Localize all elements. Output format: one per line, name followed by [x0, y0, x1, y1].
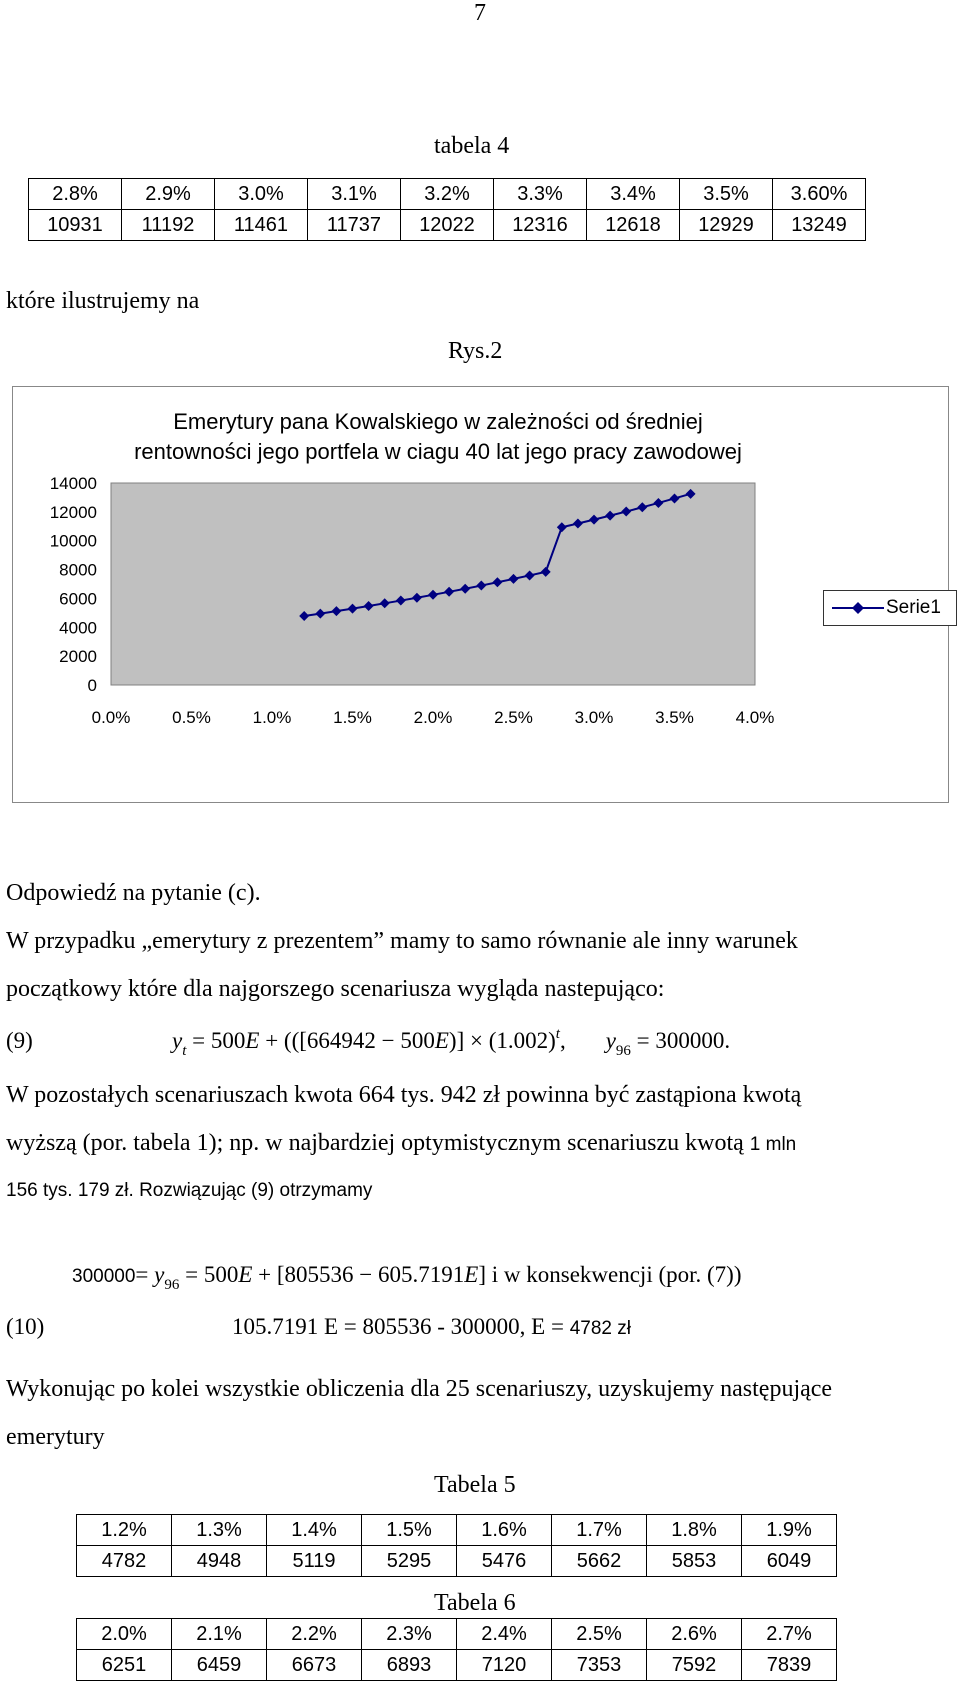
paragraph2-line2-amount: 1 mln	[749, 1134, 797, 1155]
eq-symbol: E	[245, 1028, 260, 1053]
paragraph2-line2-text: wyższą (por. tabela 1); np. w najbardziej optymistycznym scenariuszu kwotą	[6, 1130, 744, 1156]
table-cell: 2.4%	[457, 1619, 552, 1650]
table-cell: 5295	[362, 1546, 457, 1577]
table-cell: 2.3%	[362, 1619, 457, 1650]
chart-title-line2: rentowności jego portfela w ciagu 40 lat jego pracy zawodowej	[134, 439, 742, 464]
table-cell: 3.1%	[308, 179, 401, 210]
x-tick-label: 3.0%	[574, 708, 614, 727]
equation-10-line1	[72, 1262, 742, 1293]
x-tick-label: 2.5%	[494, 708, 533, 727]
chart-container	[12, 386, 949, 803]
tabela6-rates-row	[77, 1619, 837, 1650]
tabela4-rates-row	[29, 179, 866, 210]
tabela5	[76, 1514, 837, 1577]
eq-part: i w konsekwencji (por. (7))	[486, 1262, 742, 1287]
x-tick-label: 1.5%	[333, 708, 372, 727]
tabela6-values-row	[77, 1650, 837, 1681]
table-cell: 3.2%	[401, 179, 494, 210]
table-cell: 2.9%	[122, 179, 215, 210]
table-cell: 12316	[494, 210, 587, 241]
table-cell: 7839	[742, 1650, 837, 1681]
tabela6-caption: Tabela 6	[434, 1590, 516, 1616]
table-cell: 13249	[773, 210, 866, 241]
table-cell: 5476	[457, 1546, 552, 1577]
table-cell: 3.3%	[494, 179, 587, 210]
equation-10-number: (10)	[6, 1314, 45, 1339]
eq-part: = 500	[179, 1262, 239, 1287]
table-cell: 6673	[267, 1650, 362, 1681]
eq-part: = 500	[186, 1028, 246, 1053]
y-tick-label: 0	[87, 676, 97, 695]
table-cell: 7592	[647, 1650, 742, 1681]
table-cell: 2.2%	[267, 1619, 362, 1650]
tabela5-caption: Tabela 5	[434, 1472, 516, 1498]
table-cell: 2.5%	[552, 1619, 647, 1650]
table-cell: 11737	[308, 210, 401, 241]
legend-marker-icon	[828, 591, 888, 625]
table-cell: 1.2%	[77, 1515, 172, 1546]
chart-legend	[823, 590, 957, 626]
table-cell: 3.0%	[215, 179, 308, 210]
eq-symbol: E	[434, 1028, 449, 1053]
eq-subscript: 96	[164, 1277, 180, 1293]
table-cell: 5853	[647, 1546, 742, 1577]
table-cell: 6459	[172, 1650, 267, 1681]
equation-9	[172, 1026, 731, 1059]
eq-symbol: E	[238, 1262, 253, 1287]
eq-symbol: y	[605, 1028, 616, 1053]
table-cell: 12929	[680, 210, 773, 241]
eq-part: =	[135, 1262, 155, 1287]
equation-10-line2	[232, 1314, 631, 1340]
eq-symbol: y	[172, 1028, 183, 1053]
eq-symbol: E	[464, 1262, 479, 1287]
chart-plot	[13, 387, 813, 802]
table-cell: 2.8%	[29, 179, 122, 210]
tabela6	[76, 1618, 837, 1681]
paragraph2-line1: W pozostałych scenariuszach kwota 664 tys. 942 zł powinna być zastąpiona kwotą	[6, 1082, 802, 1108]
x-tick-label: 2.0%	[413, 708, 453, 727]
table-cell: 12618	[587, 210, 680, 241]
table-cell: 6049	[742, 1546, 837, 1577]
page-number: 7	[474, 0, 486, 26]
plot-area	[111, 483, 755, 685]
y-tick-label: 10000	[49, 531, 97, 551]
table-cell: 11461	[215, 210, 308, 241]
x-tick-label: 0.5%	[172, 708, 211, 727]
eq-part: 300000	[72, 1266, 136, 1287]
eq-subscript: t	[182, 1043, 187, 1059]
eq-part: = 300000.	[630, 1028, 731, 1053]
table-cell: 1.7%	[552, 1515, 647, 1546]
eq-part: )] × (1.002)	[448, 1028, 556, 1053]
table-cell: 1.8%	[647, 1515, 742, 1546]
tabela4-values-row	[29, 210, 866, 241]
y-tick-label: 12000	[49, 502, 97, 522]
table-cell: 10931	[29, 210, 122, 241]
tabela5-values-row	[77, 1546, 837, 1577]
eq-part: 105.7191 E = 805536 - 300000, E =	[232, 1314, 570, 1339]
eq-part: ,	[559, 1028, 566, 1053]
table-cell: 2.1%	[172, 1619, 267, 1650]
legend-entry-label: Serie1	[886, 597, 941, 618]
table-cell: 2.6%	[647, 1619, 742, 1650]
x-tick-label: 1.0%	[252, 708, 292, 727]
figure-label: Rys.2	[448, 338, 503, 364]
eq-part: + (([664942 − 500	[259, 1028, 435, 1053]
answer-heading: Odpowiedź na pytanie (c).	[6, 880, 261, 906]
table-cell: 3.60%	[773, 179, 866, 210]
eq-part: ]	[478, 1262, 486, 1287]
table-cell: 5119	[267, 1546, 362, 1577]
table-cell: 1.6%	[457, 1515, 552, 1546]
table-cell: 2.7%	[742, 1619, 837, 1650]
table-cell: 2.0%	[77, 1619, 172, 1650]
intro-text: które ilustrujemy na	[6, 288, 200, 314]
eq-superscript: t	[555, 1026, 560, 1042]
paragraph2-line3: 156 tys. 179 zł. Rozwiązując (9) otrzymamy	[6, 1180, 373, 1201]
table-cell: 6893	[362, 1650, 457, 1681]
table-cell: 7120	[457, 1650, 552, 1681]
eq-subscript: 96	[615, 1043, 631, 1059]
table-cell: 1.9%	[742, 1515, 837, 1546]
paragraph3-line2: emerytury	[6, 1424, 105, 1450]
table-cell: 5662	[552, 1546, 647, 1577]
x-tick-label: 3.5%	[655, 708, 694, 727]
paragraph2-line2	[6, 1130, 796, 1157]
table-cell: 11192	[122, 210, 215, 241]
equation-9-number: (9)	[6, 1028, 33, 1053]
paragraph1-line2: początkowy które dla najgorszego scenariusza wygląda nastepująco:	[6, 976, 665, 1002]
y-tick-label: 6000	[59, 589, 97, 609]
table-cell: 4782	[77, 1546, 172, 1577]
table-cell: 1.4%	[267, 1515, 362, 1546]
tabela5-rates-row	[77, 1515, 837, 1546]
table-cell: 4948	[172, 1546, 267, 1577]
paragraph3-line1: Wykonując po kolei wszystkie obliczenia dla 25 scenariuszy, uzyskujemy następujące	[6, 1376, 833, 1402]
table-cell: 3.5%	[680, 179, 773, 210]
x-tick-label: 0.0%	[91, 708, 131, 727]
y-tick-label: 14000	[49, 474, 97, 493]
eq-part: + [805536 − 605.7191	[252, 1262, 465, 1287]
table-cell: 1.5%	[362, 1515, 457, 1546]
table-cell: 3.4%	[587, 179, 680, 210]
y-tick-label: 2000	[59, 647, 97, 667]
y-tick-label: 4000	[59, 618, 97, 638]
eq-symbol: y	[154, 1262, 165, 1287]
table-cell: 7353	[552, 1650, 647, 1681]
x-tick-label: 4.0%	[735, 708, 775, 727]
tabela4-caption: tabela 4	[434, 133, 510, 159]
table-cell: 6251	[77, 1650, 172, 1681]
table-cell: 1.3%	[172, 1515, 267, 1546]
chart-title-line1: Emerytury pana Kowalskiego w zależności od średniej	[173, 409, 703, 434]
table-cell: 12022	[401, 210, 494, 241]
eq-part: 4782 zł	[569, 1318, 631, 1339]
y-tick-label: 8000	[59, 560, 97, 580]
paragraph1-line1: W przypadku „emerytury z prezentem” mamy to samo równanie ale inny warunek	[6, 928, 798, 954]
tabela4	[28, 178, 866, 241]
